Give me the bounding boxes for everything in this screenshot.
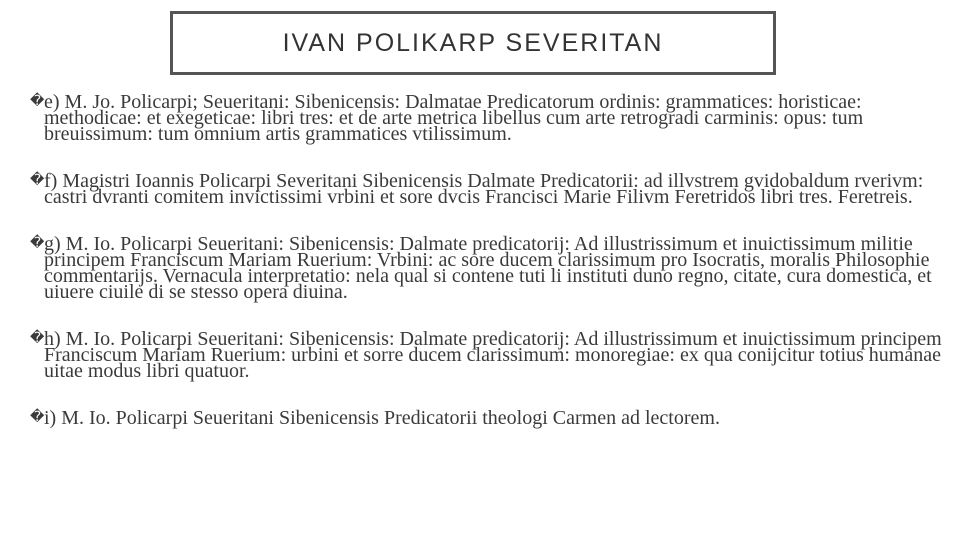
- bullet-icon: �: [30, 94, 45, 109]
- list-item: [30, 91, 950, 145]
- page-title: IVAN POLIKARP SEVERITAN: [282, 28, 664, 57]
- entry-marker: e): [44, 91, 60, 113]
- entry-text: M. Jo. Policarpi; Seueritani: Sibenicensis: Dalmatae Predicatorum ordinis: grammatices: horisticae: methodicae: et exegeticae: libri tres: et de arte metrica libellus cum arte retrogradi carminis: opus: tum breuissimum: tum omnium artis grammatices vtilissimum.: [44, 91, 864, 145]
- bullet-icon: �: [30, 410, 45, 425]
- entry-text: M. Io. Policarpi Seueritani Sibenicensis Predicatorii theologi Carmen ad lectorem.: [61, 407, 720, 429]
- entry-list: [30, 91, 950, 429]
- list-item: [30, 328, 950, 382]
- entry-text: M. Io. Policarpi Seueritani: Sibenicensis: Dalmate predicatorij: Ad illustrissimum et inuictissimum principem Franciscum Mariam Ruerium: urbini et sorre ducem clarissimum: monoregiae: ex qua conijcitur totius humanae uitae modus libri quatuor.: [44, 328, 942, 382]
- bullet-icon: �: [30, 236, 45, 251]
- entry-text: Magistri Ioannis Policarpi Severitani Sibenicensis Dalmate Predicatorii: ad illvstrem gvidobaldum rverivm: castri dvranti comitem invictissimi vrbini et sore dvcis Francisci Marie Filivm Feretridos libri tres. Feretreis.: [44, 170, 924, 208]
- entry-marker: i): [44, 407, 57, 429]
- bullet-icon: �: [30, 173, 45, 188]
- entry-marker: h): [44, 328, 61, 350]
- bullet-icon: �: [30, 331, 45, 346]
- list-item: [30, 407, 950, 429]
- list-item: [30, 170, 950, 208]
- list-item: [30, 233, 950, 303]
- title-box: [170, 11, 776, 75]
- entry-marker: g): [44, 233, 61, 255]
- entry-text: M. Io. Policarpi Seueritani: Sibenicensis: Dalmate predicatorij: Ad illustrissimum et inuictissimum militie principem Franciscum Mariam Ruerium: Vrbini: ac sore ducem clarissimum pro Isocratis, moralis Philosophie commentarijs. Vernacula interpretatio: nela qual si contene tuti li instituti duno regno, citate, cura domestica, et uiuere ciuile di se stesso opera diuina.: [44, 233, 932, 303]
- entry-marker: f): [44, 170, 58, 192]
